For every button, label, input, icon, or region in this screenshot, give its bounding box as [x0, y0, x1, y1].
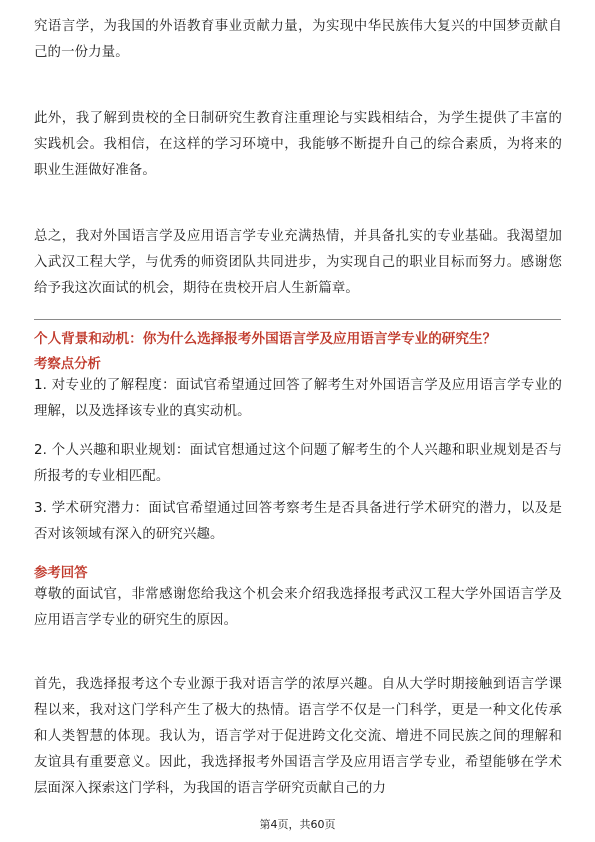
paragraph-practice: 此外，我了解到贵校的全日制研究生教育注重理论与实践相结合，为学生提供了丰富的实践机会。我相信，在这样的学习环境中，我能够不断提升自己的综合素质，为将来的职业生涯做好准备。 [34, 111, 562, 178]
paragraph-conclusion: 总之，我对外国语言学及应用语言学专业充满热情，并具备扎实的专业基础。我渴望加入武汉工程大学，与优秀的师资团队共同进步，为实现自己的职业目标而努力。感谢您给予我这次面试的机会，期待在贵校开启人生新篇章。 [34, 229, 562, 296]
section-divider [34, 319, 561, 320]
answer-heading: 参考回答 [34, 566, 88, 581]
paragraph-closing-continued: 究语言学，为我国的外语教育事业贡献力量，为实现中华民族伟大复兴的中国梦贡献自己的一份力量。 [34, 19, 562, 60]
answer-paragraph-1: 尊敬的面试官，非常感谢您给我这个机会来介绍我选择报考武汉工程大学外国语言学及应用语言学专业的研究生的原因。 [34, 587, 562, 628]
analysis-item-2: 2. 个人兴趣和职业规划：面试官想通过这个问题了解考生的个人兴趣和职业规划是否与所报考的专业相匹配。 [34, 443, 562, 484]
analysis-heading: 考察点分析 [34, 357, 101, 372]
answer-paragraph-2: 首先，我选择报考这个专业源于我对语言学的浓厚兴趣。自从大学时期接触到语言学课程以来，我对这门学科产生了极大的热情。语言学不仅是一门科学，更是一种文化传承和人类智慧的体现。我认为，语言学对于促进跨文化交流、增进不同民族之间的理解和友谊具有重要意义。因此，我选择报考外国语言学及应用语言学专业，希望能够在学术层面深入探索这门学科，为我国的语言学研究贡献自己的力 [34, 677, 562, 796]
analysis-item-3: 3. 学术研究潜力：面试官希望通过回答考察考生是否具备进行学术研究的潜力，以及是否对该领域有深入的研究兴趣。 [34, 501, 562, 542]
page-number-footer: 第4页，共60页 [259, 818, 336, 831]
analysis-item-1: 1. 对专业的了解程度：面试官希望通过回答了解考生对外国语言学及应用语言学专业的理解，以及选择该专业的真实动机。 [34, 378, 562, 419]
question-title: 个人背景和动机：你为什么选择报考外国语言学及应用语言学专业的研究生？ [34, 331, 497, 347]
